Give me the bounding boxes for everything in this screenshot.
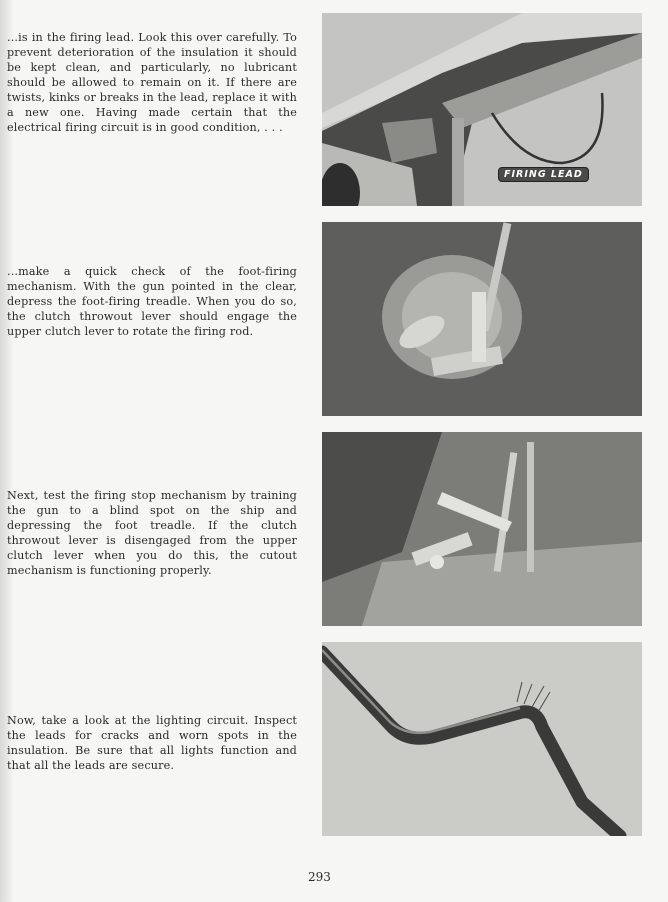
firing-lead-callout: FIRING LEAD — [498, 167, 589, 182]
paragraph-firing-lead: ...is in the firing lead. Look this over carefully. To prevent deterioration of the insulation it should be kept clean, and particularly, no lubricant should be allowed to remain on it. If there are twists, kinks or breaks in the lead, replace it with a new one. Having made certain that the electrical firing circuit is in good condition, . . . — [7, 31, 297, 134]
photo-foot-firing-mechanism — [322, 222, 642, 416]
paragraph-foot-firing: ...make a quick check of the foot-firing mechanism. With the gun pointed in the clear, depress the foot-firing treadle. When you do so, the clutch throwout lever should engage the upper clutch lever to rotate the firing rod. — [7, 265, 297, 338]
paragraph-lighting-circuit: Now, take a look at the lighting circuit. Inspect the leads for cracks and worn spots in the insulation. Be sure that all lights function and that all the leads are secure. — [7, 714, 297, 772]
page-number: 293 — [308, 870, 331, 884]
photo-firing-lead — [322, 13, 642, 206]
photo-lighting-circuit-lead — [322, 642, 642, 836]
paragraph-firing-stop: Next, test the firing stop mechanism by training the gun to a blind spot on the ship and depressing the foot treadle. If the clutch throwout lever is disengaged from the upper clutch lever when you do this, the cutout mechanism is functioning properly. — [7, 489, 297, 577]
photo-firing-stop-mechanism — [322, 432, 642, 626]
